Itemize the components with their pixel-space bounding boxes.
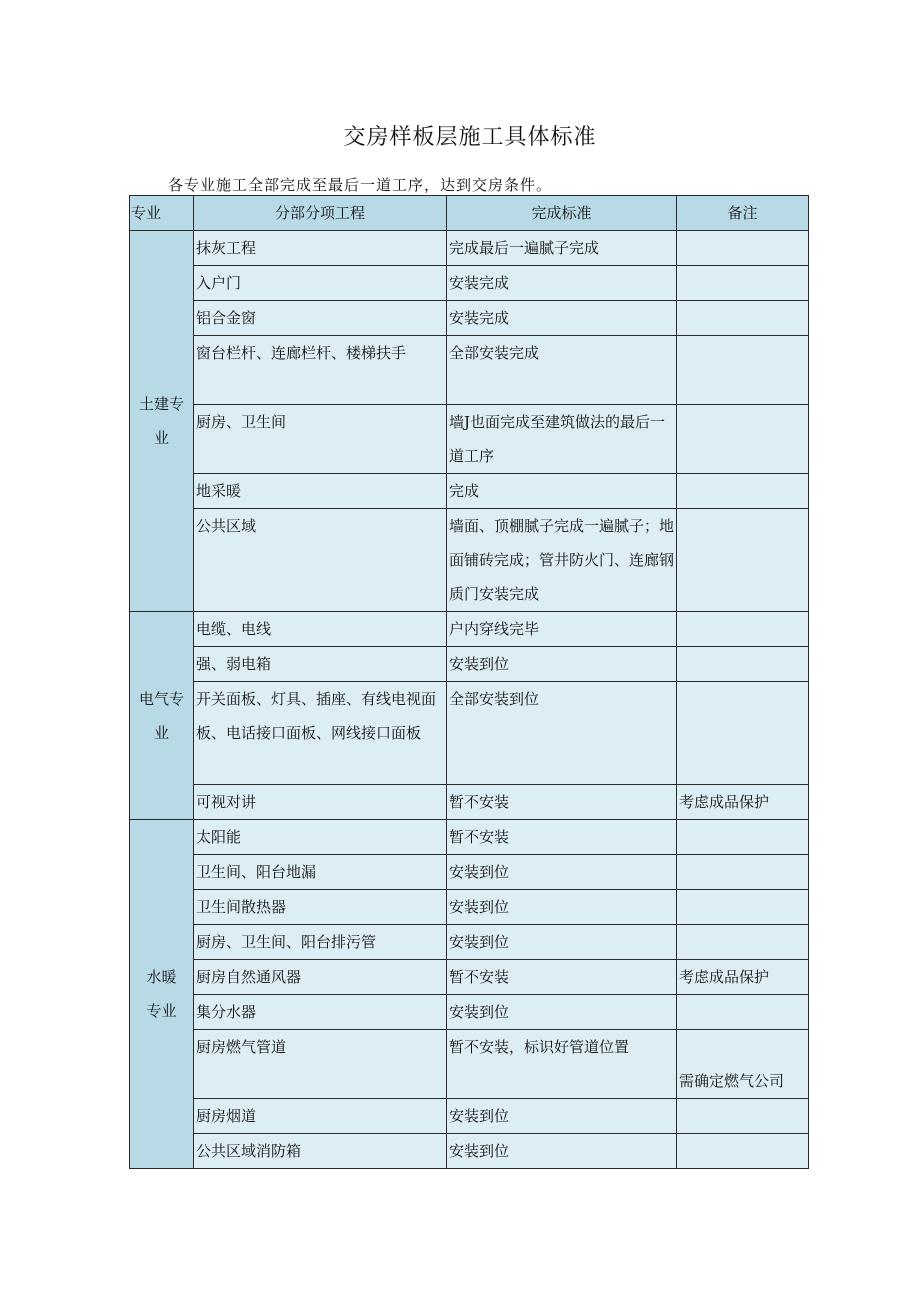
table-row bbox=[130, 1134, 809, 1169]
group-civil-label: 土建专业 bbox=[130, 231, 194, 612]
cell-item: 厨房、卫生间 bbox=[194, 405, 447, 474]
table-row bbox=[130, 336, 809, 405]
cell-remark bbox=[677, 266, 809, 301]
cell-remark: 需确定燃气公司 bbox=[677, 1030, 809, 1099]
cell-item: 公共区域 bbox=[194, 509, 447, 612]
cell-standard: 安装到位 bbox=[447, 1134, 677, 1169]
table-row bbox=[130, 785, 809, 820]
table-row bbox=[130, 231, 809, 266]
cell-standard: 全部安装完成 bbox=[447, 336, 677, 405]
cell-item: 厨房、卫生间、阳台排污管 bbox=[194, 925, 447, 960]
table-row bbox=[130, 1030, 809, 1099]
cell-remark bbox=[677, 405, 809, 474]
table-row bbox=[130, 682, 809, 785]
table-row bbox=[130, 266, 809, 301]
cell-item: 公共区域消防箱 bbox=[194, 1134, 447, 1169]
cell-item: 厨房自然通风器 bbox=[194, 960, 447, 995]
cell-standard: 安装到位 bbox=[447, 855, 677, 890]
cell-standard: 安装完成 bbox=[447, 266, 677, 301]
table-row bbox=[130, 405, 809, 474]
intro-text: 各专业施工全部完成至最后一道工序，达到交房条件。 bbox=[168, 176, 553, 194]
table-row bbox=[130, 1099, 809, 1134]
cell-remark bbox=[677, 995, 809, 1030]
cell-remark bbox=[677, 301, 809, 336]
cell-remark bbox=[677, 474, 809, 509]
cell-item: 开关面板、灯具、插座、有线电视面板、电话接口面板、网线接口面板 bbox=[194, 682, 447, 785]
group-plumbing-label: 水暖专业 bbox=[130, 820, 194, 1169]
cell-item: 窗台栏杆、连廊栏杆、楼梯扶手 bbox=[194, 336, 447, 405]
cell-remark bbox=[677, 509, 809, 612]
table-header-row bbox=[130, 196, 809, 231]
cell-remark bbox=[677, 336, 809, 405]
cell-remark: 考虑成品保护 bbox=[677, 785, 809, 820]
cell-standard: 暂不安装 bbox=[447, 960, 677, 995]
cell-standard: 安装到位 bbox=[447, 925, 677, 960]
cell-item: 厨房烟道 bbox=[194, 1099, 447, 1134]
table-row bbox=[130, 820, 809, 855]
document-title: 交房样板层施工具体标准 bbox=[343, 125, 597, 150]
cell-item: 抹灰工程 bbox=[194, 231, 447, 266]
cell-item: 卫生间散热器 bbox=[194, 890, 447, 925]
table-row bbox=[130, 855, 809, 890]
cell-remark bbox=[677, 682, 809, 785]
cell-remark: 考虑成品保护 bbox=[677, 960, 809, 995]
cell-standard: 安装完成 bbox=[447, 301, 677, 336]
cell-item: 电缆、电线 bbox=[194, 612, 447, 647]
cell-item: 铝合金窗 bbox=[194, 301, 447, 336]
header-subproject: 分部分项工程 bbox=[194, 196, 447, 231]
cell-standard: 安装到位 bbox=[447, 1099, 677, 1134]
cell-remark bbox=[677, 925, 809, 960]
cell-remark bbox=[677, 1134, 809, 1169]
cell-standard: 户内穿线完毕 bbox=[447, 612, 677, 647]
cell-item: 入户门 bbox=[194, 266, 447, 301]
table-row bbox=[130, 509, 809, 612]
cell-remark bbox=[677, 231, 809, 266]
cell-standard: 完成最后一遍腻子完成 bbox=[447, 231, 677, 266]
cell-item: 卫生间、阳台地漏 bbox=[194, 855, 447, 890]
table-row bbox=[130, 925, 809, 960]
cell-standard: 全部安装到位 bbox=[447, 682, 677, 785]
cell-item: 强、弱电箱 bbox=[194, 647, 447, 682]
cell-standard: 暂不安装 bbox=[447, 820, 677, 855]
cell-remark bbox=[677, 890, 809, 925]
cell-remark bbox=[677, 1099, 809, 1134]
group-electrical-label: 电气专业 bbox=[130, 612, 194, 820]
cell-remark bbox=[677, 612, 809, 647]
table-row bbox=[130, 301, 809, 336]
cell-item: 集分水器 bbox=[194, 995, 447, 1030]
cell-remark bbox=[677, 855, 809, 890]
table-row bbox=[130, 474, 809, 509]
standards-table bbox=[129, 195, 809, 1169]
header-standard: 完成标准 bbox=[447, 196, 677, 231]
cell-standard: 完成 bbox=[447, 474, 677, 509]
table-row bbox=[130, 890, 809, 925]
table-row bbox=[130, 995, 809, 1030]
cell-item: 可视对讲 bbox=[194, 785, 447, 820]
table-row bbox=[130, 612, 809, 647]
cell-standard: 暂不安装 bbox=[447, 785, 677, 820]
table-row bbox=[130, 960, 809, 995]
cell-standard: 安装到位 bbox=[447, 890, 677, 925]
cell-item: 太阳能 bbox=[194, 820, 447, 855]
cell-standard: 暂不安装，标识好管道位置 bbox=[447, 1030, 677, 1099]
cell-standard: 安装到位 bbox=[447, 995, 677, 1030]
cell-item: 厨房燃气管道 bbox=[194, 1030, 447, 1099]
cell-standard: 安装到位 bbox=[447, 647, 677, 682]
cell-standard: 墙J也面完成至建筑做法的最后一道工序 bbox=[447, 405, 677, 474]
cell-item: 地采暖 bbox=[194, 474, 447, 509]
cell-remark bbox=[677, 647, 809, 682]
cell-remark bbox=[677, 820, 809, 855]
table-row bbox=[130, 647, 809, 682]
header-remark: 备注 bbox=[677, 196, 809, 231]
header-specialty: 专业 bbox=[130, 196, 194, 231]
cell-standard: 墙面、顶棚腻子完成一遍腻子；地面铺砖完成；管井防火门、连廊钢质门安装完成 bbox=[447, 509, 677, 612]
